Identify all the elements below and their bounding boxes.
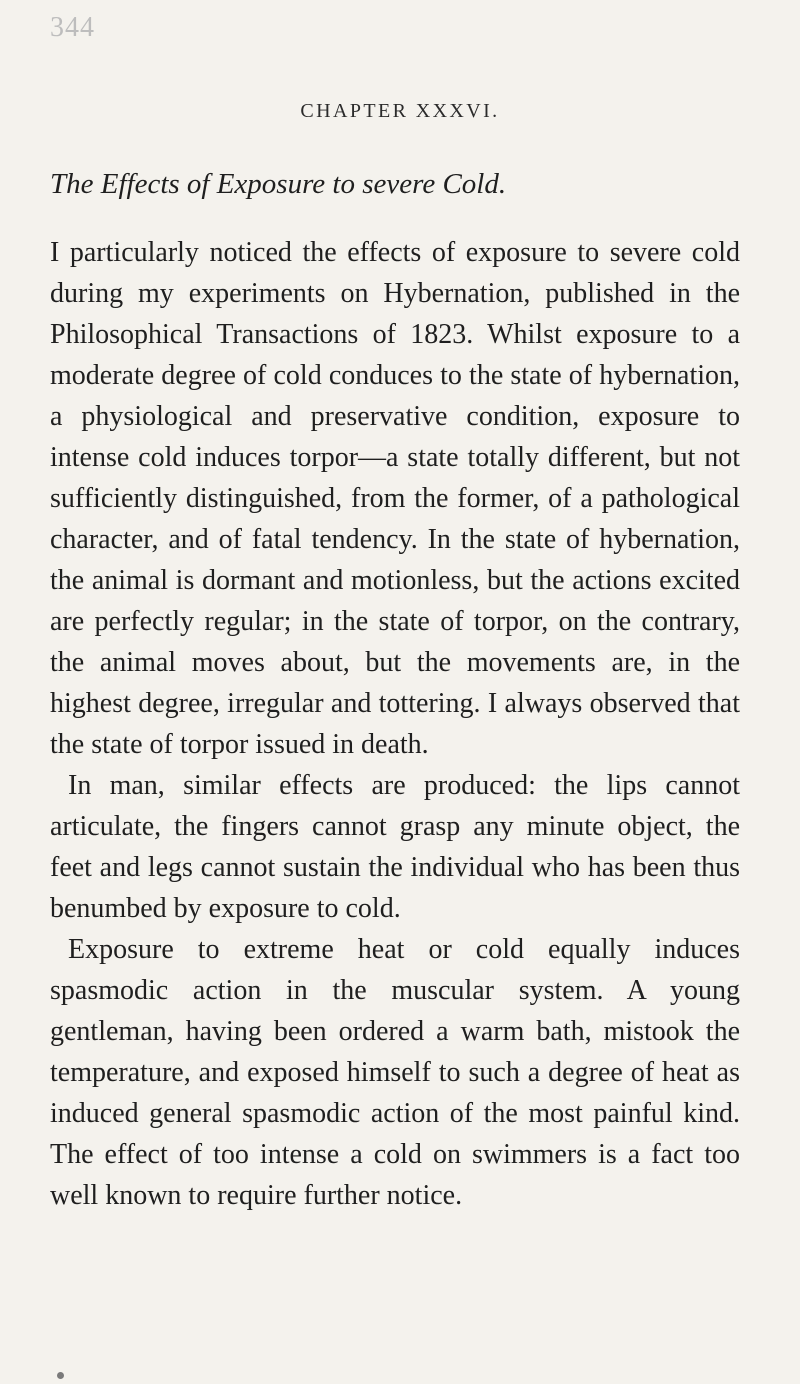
body-text	[50, 232, 740, 1216]
ink-dot-mark	[57, 1372, 64, 1379]
section-title: The Effects of Exposure to severe Cold.	[50, 168, 507, 200]
chapter-heading: CHAPTER XXXVI.	[300, 100, 500, 122]
paragraph-3: Exposure to extreme heat or cold equally induces spasmodic action in the muscular system. A young gentleman, having been ordered a warm bath, mistook the temperature, and exposed himself to such a degree of heat as induced general spasmodic action of the most painful kind. The effect of too intense a cold on swimmers is a fact too well known to require further notice.	[50, 934, 740, 1211]
page-number: 344	[50, 12, 95, 43]
paragraph-1: I particularly noticed the effects of exposure to severe cold during my experiments on Hybernation, published in the Philosophical Transactions of 1823. Whilst exposure to a moderate degree of cold conduces to the state of hybernation, a physiological and preservative condition, exposure to intense cold induces torpor—a state totally different, but not sufficiently distinguished, from the former, of a pathological character, and of fatal tendency. In the state of hybernation, the animal is dormant and motionless, but the actions excited are perfectly regular; in the state of torpor, on the contrary, the animal moves about, but the movements are, in the highest degree, irregular and tottering. I always observed that the state of torpor issued in death.	[50, 237, 740, 760]
paragraph-2: In man, similar effects are produced: the lips cannot articulate, the fingers cannot grasp any minute object, the feet and legs cannot sustain the individual who has been thus benumbed by exposure to cold.	[50, 770, 740, 924]
